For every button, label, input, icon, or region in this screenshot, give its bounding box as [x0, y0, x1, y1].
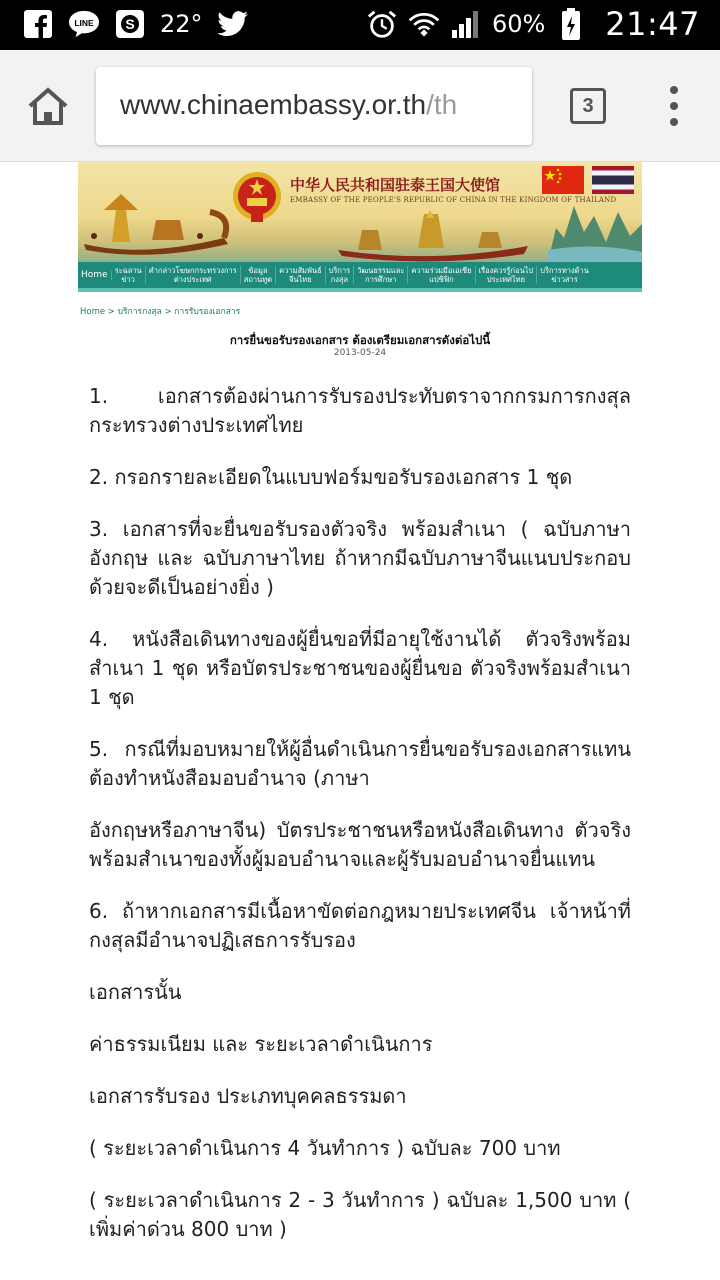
article-paragraph: 3. เอกสารที่จะยื่นขอรับรองตัวจริง พร้อมสำเนา ( ฉบับภาษาอังกฤษ และ ฉบับภาษาไทย ถ้าหากมีฉบับภาษาจีนแนบประกอบด้วยจะดีเป็นอย่างยิ่ง ): [89, 517, 631, 599]
landscape-image: [548, 198, 642, 262]
article-paragraph: ( ระยะเวลาดำเนินการ 4 วันทำการ ) ฉบับละ 700 บาท: [89, 1136, 561, 1160]
nav-label: ต่างประเทศ: [173, 275, 212, 284]
nav-label: บริการทางด้าน: [540, 266, 589, 275]
article-paragraph: ค่าธรรมเนียม และ ระยะเวลาดำเนินการ: [89, 1032, 433, 1056]
article-paragraph: เอกสารรับรอง ประเภทบุคคลธรรมดา: [89, 1084, 407, 1108]
temperature-text: 22°: [160, 10, 203, 38]
nav-item-china-thai-relations[interactable]: [276, 266, 326, 284]
nav-item-news[interactable]: [112, 266, 146, 284]
nav-item-consular-services[interactable]: [326, 266, 355, 284]
nav-label: จีนไทย: [289, 275, 312, 284]
alarm-clock-icon: [366, 8, 398, 40]
article-date: 2013-05-24: [333, 348, 387, 358]
clock-time: 21:47: [605, 5, 700, 43]
nav-label: บริการ: [328, 266, 351, 275]
nav-item-culture-education[interactable]: [354, 266, 408, 284]
nav-item-news-services[interactable]: [537, 266, 592, 284]
embassy-title-en: EMBASSY OF THE PEOPLE'S REPUBLIC OF CHINA IN THE KINGDOM OF THAILAND: [290, 196, 617, 204]
dragon-boat-image: [82, 192, 232, 258]
nav-label: ความสัมพันธ์: [279, 266, 322, 275]
nav-label: ข้อมูล: [248, 266, 268, 275]
nav-item-apec[interactable]: [408, 266, 475, 284]
wifi-icon: [408, 8, 440, 40]
article-paragraph: ( ระยะเวลาดำเนินการ 2 - 3 วันทำการ ) ฉบับละ 1,500 บาท ( เพิ่มค่าด่วน 800 บาท ): [89, 1188, 631, 1241]
article-paragraph: 4. หนังสือเดินทางของผู้ยื่นขอที่มีอายุใช้งานได้ ตัวจริงพร้อมสำเนา 1 ชุด หรือบัตรประชาชนของผู้ยื่นขอ ตัวจริงพร้อมสำเนา 1 ชุด: [89, 627, 631, 709]
nav-item-home[interactable]: [78, 271, 112, 280]
thailand-flag-icon: [592, 166, 634, 194]
nav-label: สถานทูต: [243, 275, 273, 284]
site-nav-menu: [78, 262, 642, 288]
battery-percent: 60%: [491, 10, 546, 38]
nav-divider: [78, 288, 642, 292]
notification-icons: [22, 6, 249, 42]
article-body: [89, 382, 631, 1267]
site-banner: [78, 162, 642, 262]
nav-label: คำกล่าวโฆษกกระทรวงการ: [148, 266, 237, 275]
nav-label: ความร่วมมือเอเชีย: [411, 266, 472, 275]
menu-dot: [670, 102, 678, 110]
url-text[interactable]: [120, 89, 457, 121]
nav-label: การศึกษา: [365, 275, 397, 284]
url-path: /th: [426, 89, 458, 120]
article-title: การยื่นขอรับรองเอกสาร ต้องเตรียมเอกสารดังต่อไปนี้: [229, 333, 491, 347]
nav-label: กงสุล: [330, 275, 349, 284]
article-paragraph: เอกสารนั้น: [89, 980, 182, 1004]
menu-dot: [670, 118, 678, 126]
nav-label: ข่าว: [121, 275, 135, 284]
url-domain: www.chinaembassy.or.th: [120, 89, 427, 120]
facebook-icon: [22, 8, 54, 40]
nav-item-thailand-travel-tips[interactable]: [476, 266, 538, 284]
nav-label: วัฒนธรรมและ: [357, 266, 405, 275]
menu-dot: [670, 86, 678, 94]
nav-label: ประเทศไทย: [486, 275, 525, 284]
svg-text:LINE: LINE: [74, 17, 94, 28]
overflow-menu-button[interactable]: [664, 86, 684, 126]
status-bar: [0, 0, 720, 50]
national-emblem-icon: [231, 170, 283, 224]
article-paragraph: 1. เอกสารต้องผ่านการรับรองประทับตราจากกรมการกงสุล กระทรวงต่างประเทศไทย: [89, 384, 631, 437]
twitter-icon: [217, 8, 249, 40]
system-status: [366, 6, 700, 42]
article-paragraph: 5. กรณีที่มอบหมายให้ผู้อื่นดำเนินการยื่นขอรับรองเอกสารแทน ต้องทำหนังสือมอบอำนาจ (ภาษา: [89, 737, 631, 790]
address-bar[interactable]: [96, 67, 532, 145]
line-app-icon: [68, 8, 100, 40]
nav-item-embassy-info[interactable]: [241, 266, 276, 284]
royal-barge-image: [338, 210, 528, 262]
nav-label: ข่าวสาร: [551, 275, 578, 284]
home-button[interactable]: [24, 84, 72, 128]
nav-item-mfa-spokesperson[interactable]: [146, 266, 241, 284]
embassy-title-cn: 中华人民共和国驻泰王国大使馆: [290, 176, 501, 194]
browser-toolbar: [0, 50, 720, 162]
article-paragraph: 6. ถ้าหากเอกสารมีเนื้อหาขัดต่อกฎหมายประเทศจีน เจ้าหน้าที่กงสุลมีอำนาจปฏิเสธการรับรอง: [89, 899, 631, 952]
tab-switcher-button[interactable]: 3: [570, 88, 606, 124]
article-paragraph: อังกฤษหรือภาษาจีน) บัตรประชาชนหรือหนังสือเดินทาง ตัวจริงพร้อมสำเนาของทั้งผู้มอบอำนาจและผู้รับมอบอำนาจยื่นแทน: [89, 818, 631, 871]
signal-icon: [450, 8, 482, 40]
battery-charging-icon: [555, 8, 587, 40]
nav-label: แปซิฟิก: [429, 275, 454, 284]
nav-label: Home: [81, 269, 108, 280]
svg-text:S: S: [125, 16, 135, 32]
nav-label: เรื่องควรรู้ก่อนไป: [478, 266, 534, 275]
article-paragraph: 2. กรอกรายละเอียดในแบบฟอร์มขอรับรองเอกสาร 1 ชุด: [89, 465, 573, 489]
home-icon: [24, 84, 72, 128]
nav-label: ระฉลาน: [114, 266, 142, 275]
breadcrumb[interactable]: Home > บริการกงสุล > การรับรองเอกสาร: [80, 307, 241, 317]
skype-icon: [114, 8, 146, 40]
china-flag-icon: [542, 166, 584, 194]
